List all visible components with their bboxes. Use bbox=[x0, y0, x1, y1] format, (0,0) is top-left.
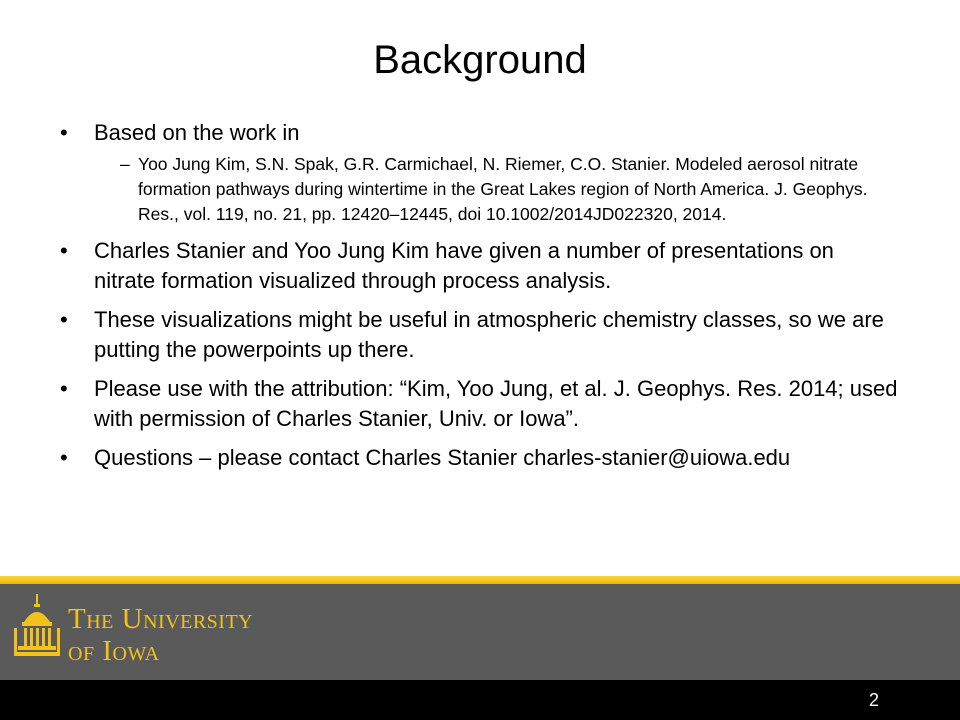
logo-line-2: of Iowa bbox=[68, 635, 160, 667]
bullet-marker: • bbox=[60, 307, 68, 332]
logo-line-1: The University bbox=[68, 603, 254, 635]
bottom-bar bbox=[0, 680, 960, 720]
university-logo bbox=[10, 588, 310, 674]
bullet-item bbox=[60, 443, 900, 473]
bullet-item bbox=[60, 374, 900, 434]
citation-text: Yoo Jung Kim, S.N. Spak, G.R. Carmichael, N. Riemer, C.O. Stanier. Modeled aerosol nitrate formation pathways during wintertime in the Great Lakes region of North America. J. Geophys. Res., vol. 119, no. 21, pp. 12420–12445, doi 10.1002/2014JD022320, 2014. bbox=[138, 154, 868, 224]
bullet-marker: • bbox=[60, 238, 68, 263]
bullet-marker: • bbox=[60, 120, 68, 145]
bullet-item bbox=[60, 236, 900, 296]
gold-divider bbox=[0, 576, 960, 584]
sub-bullet-item bbox=[94, 152, 900, 227]
sub-bullet-marker: – bbox=[120, 154, 130, 174]
bullet-text: Charles Stanier and Yoo Jung Kim have given a number of presentations on nitrate formation visualized through process analysis. bbox=[94, 238, 834, 293]
bullet-item bbox=[60, 118, 900, 227]
bullet-text: Please use with the attribution: “Kim, Yoo Jung, et al. J. Geophys. Res. 2014; used with permission of Charles Stanier, Univ. or Iowa”. bbox=[94, 376, 898, 431]
bullet-item bbox=[60, 305, 900, 365]
bullet-list bbox=[60, 118, 900, 482]
bullet-marker: • bbox=[60, 445, 68, 470]
bullet-marker: • bbox=[60, 376, 68, 401]
old-capitol-dome-icon bbox=[14, 594, 60, 656]
bullet-text: Based on the work in bbox=[94, 120, 300, 145]
bullet-text: Questions – please contact Charles Stanier charles-stanier@uiowa.edu bbox=[94, 445, 791, 470]
slide-title: Background bbox=[373, 38, 587, 82]
page-number: 2 bbox=[868, 690, 879, 710]
bullet-text: These visualizations might be useful in atmospheric chemistry classes, so we are putting the powerpoints up there. bbox=[94, 307, 884, 362]
